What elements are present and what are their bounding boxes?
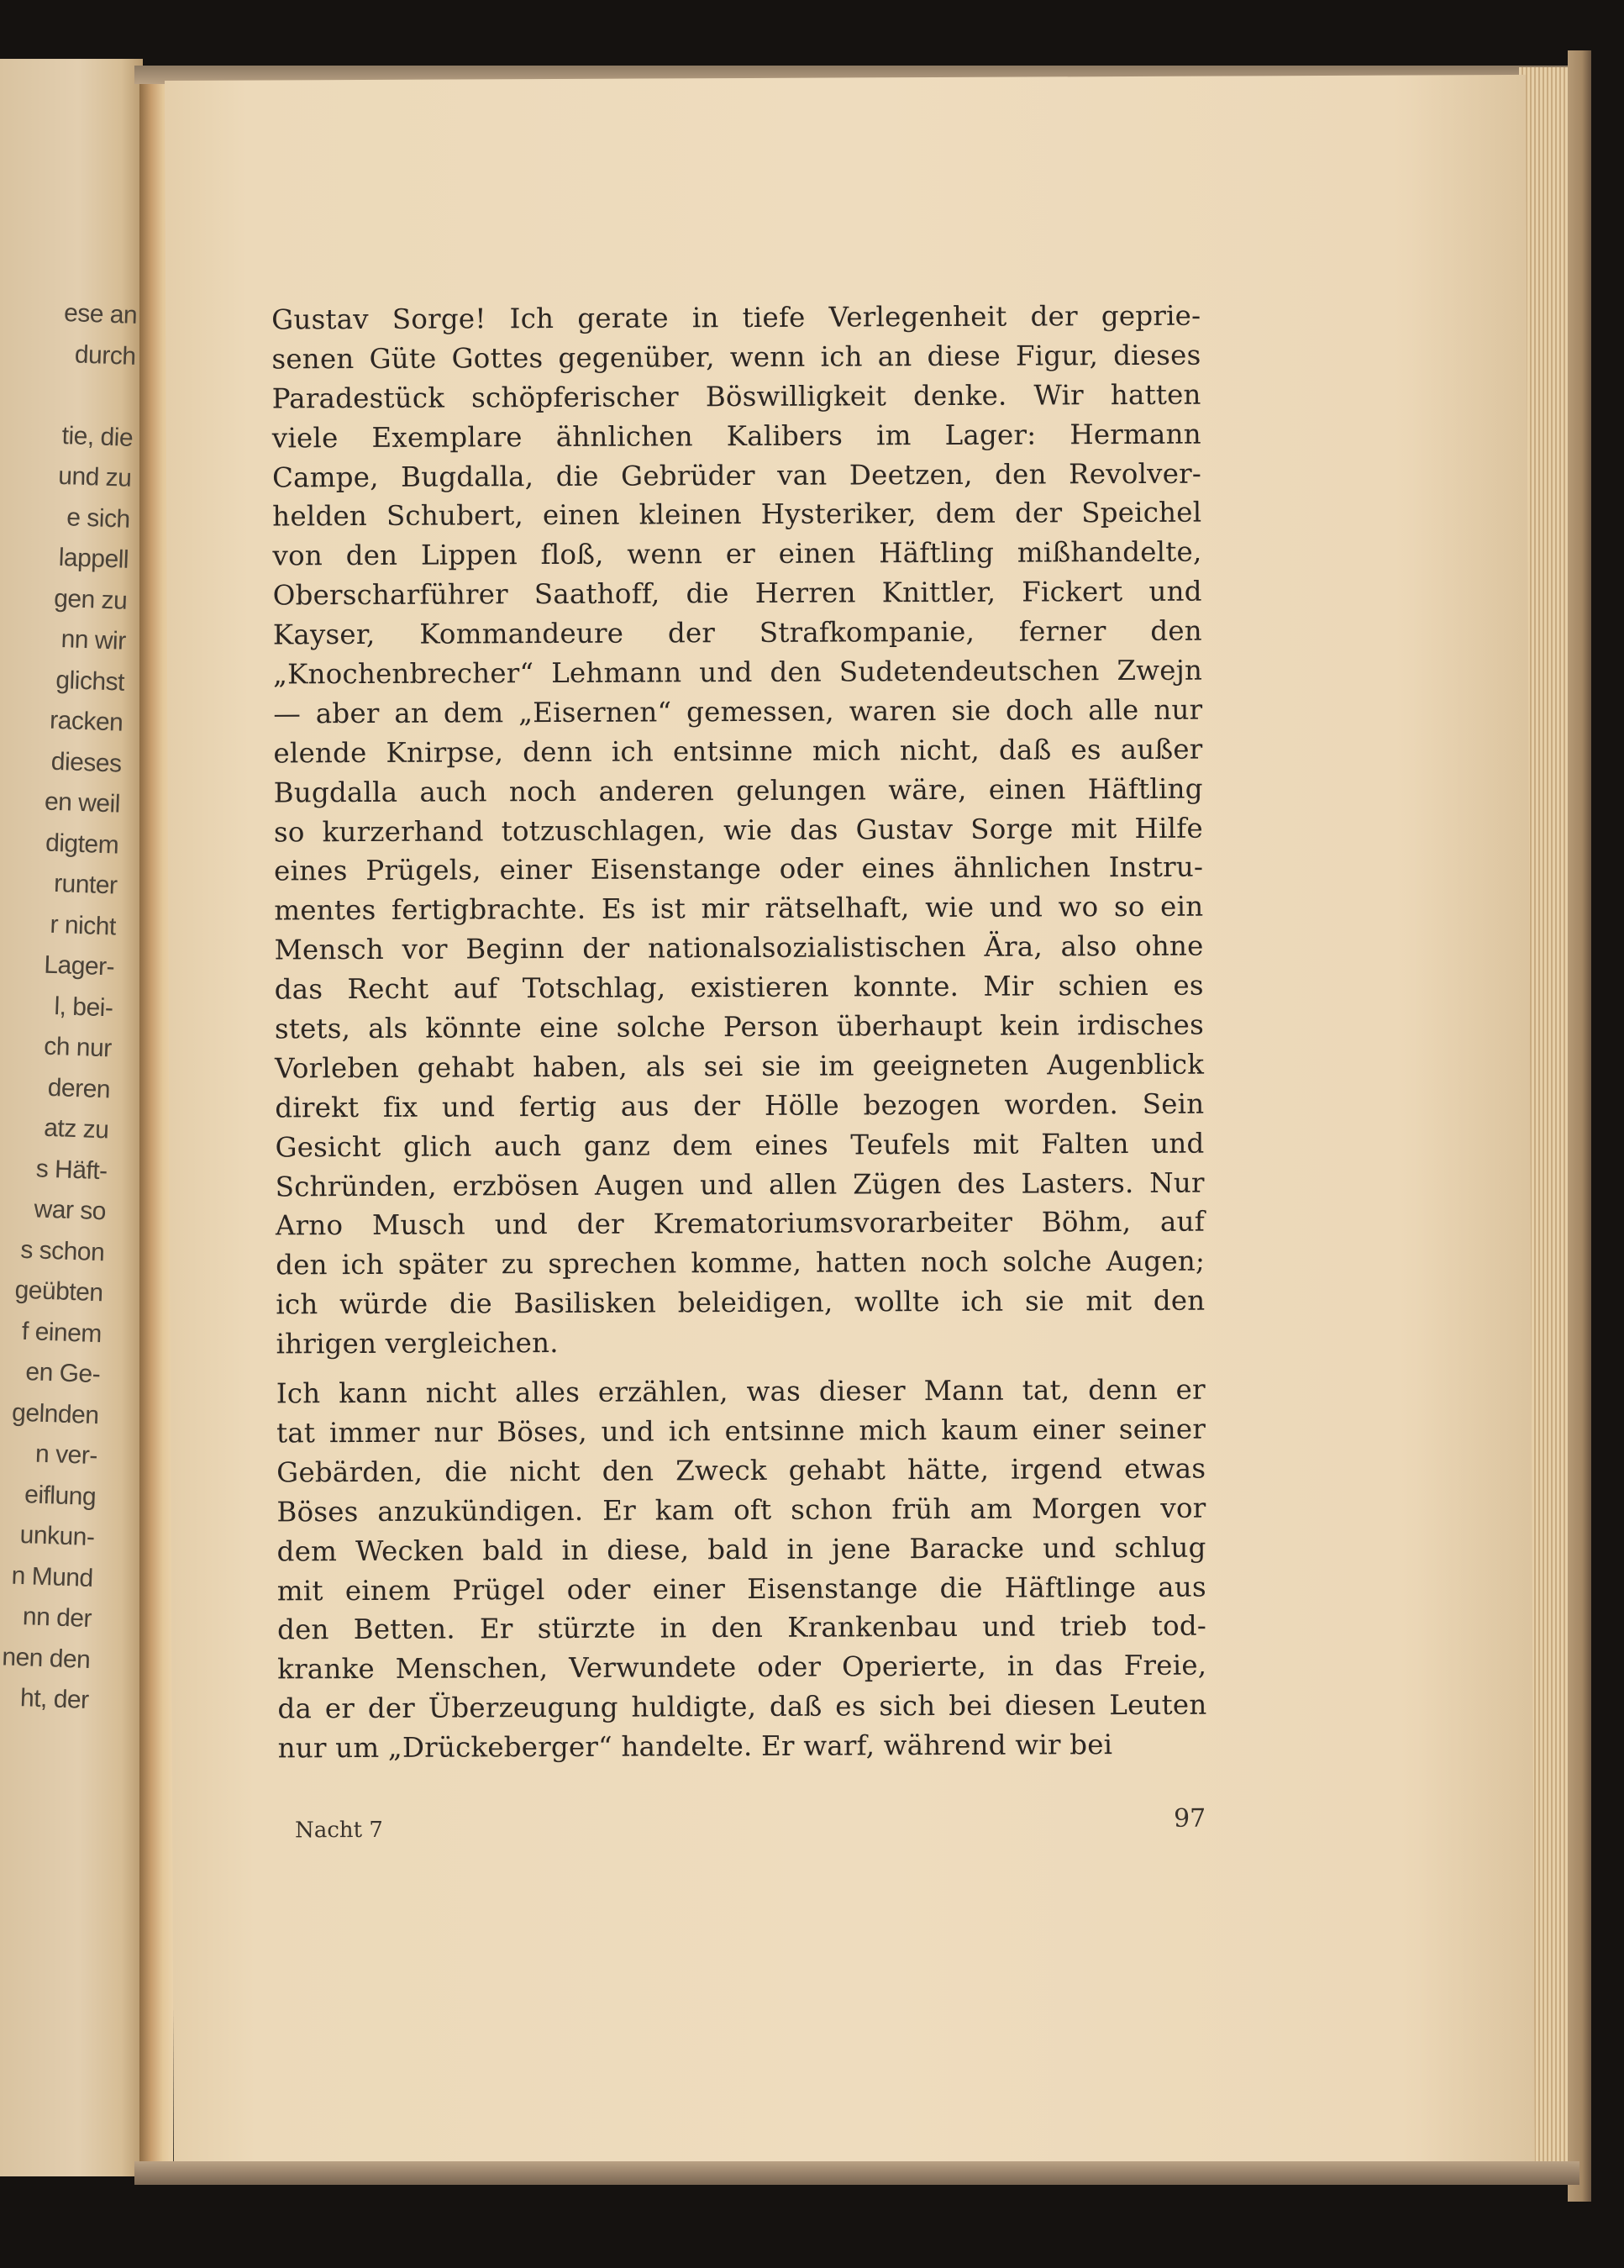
left-page-line: deren xyxy=(47,1073,111,1103)
left-page-text-fragments xyxy=(0,292,138,1722)
right-page xyxy=(165,75,1535,2168)
left-page-line: tie, die xyxy=(61,421,134,452)
left-page-line: gen zu xyxy=(53,584,128,615)
left-page-line: ch nur xyxy=(43,1032,113,1063)
left-page xyxy=(0,59,143,2176)
body-text xyxy=(271,297,1207,1769)
left-page-line: gelnden xyxy=(11,1398,100,1429)
text-line: dem Wecken bald in diese, bald in jene Baracke und schlug xyxy=(276,1531,1206,1568)
text-line: Mensch vor Beginn der nationalsozialistischen Ära, also ohne xyxy=(274,929,1204,966)
left-page-line xyxy=(8,373,135,418)
left-page-line: racken xyxy=(49,706,124,737)
left-page-line: Lager- xyxy=(43,950,115,981)
left-page-line: lappell xyxy=(58,543,129,574)
text-line: Gustav Sorge! Ich gerate in tiefe Verlegenheit der geprie- xyxy=(271,299,1201,336)
text-line: Gebärden, die nicht den Zweck gehabt hätte, irgend etwas xyxy=(276,1452,1206,1489)
text-line: tat immer nur Böses, und ich entsinne mich kaum einer seiner xyxy=(276,1413,1206,1450)
signature-mark: Nacht 7 xyxy=(295,1817,383,1844)
text-line: direkt fix und fertig aus der Hölle bezogen worden. Sein xyxy=(275,1087,1205,1124)
bottom-page-edge xyxy=(134,2161,1579,2185)
paragraph xyxy=(276,1371,1207,1769)
left-page-line: n Mund xyxy=(11,1561,94,1592)
text-line: mit einem Prügel oder einer Eisenstange die Häftlinge aus xyxy=(276,1571,1206,1607)
text-line: stets, als könnte eine solche Person überhaupt kein irdisches xyxy=(274,1008,1204,1045)
text-line: das Recht auf Totschlag, existieren konnte. Mir schien es xyxy=(274,969,1204,1006)
text-line: helden Schubert, einen kleinen Hysteriker, dem der Speichel xyxy=(272,497,1202,533)
text-line: Böses anzukündigen. Er kam oft schon früh am Morgen vor xyxy=(276,1492,1206,1529)
text-line: viele Exemplare ähnlichen Kalibers im Lager: Hermann xyxy=(271,418,1201,455)
left-page-line: s Häft- xyxy=(35,1154,108,1185)
text-line: eines Prügels, einer Eisenstange oder eines ähnlichen Instru- xyxy=(274,851,1204,887)
text-line: Kayser, Kommandeure der Strafkompanie, ferner den xyxy=(272,614,1202,651)
left-page-line: runter xyxy=(53,869,118,900)
text-line: Schründen, erzbösen Augen und allen Zügen des Lasters. Nur xyxy=(275,1166,1205,1203)
left-page-line: eiflung xyxy=(24,1480,97,1511)
left-page-line: r nicht xyxy=(50,910,117,941)
text-line: mentes fertigbrachte. Es ist mir rätselhaft, wie und wo so ein xyxy=(274,890,1204,927)
text-line: — aber an dem „Eisernen“ gemessen, waren sie doch alle nur xyxy=(273,693,1203,730)
left-page-line: war so xyxy=(34,1195,107,1226)
text-line: Oberscharführer Saathoff, die Herren Knittler, Fickert und xyxy=(272,575,1202,612)
text-line: „Knochenbrecher“ Lehmann und den Sudetendeutschen Zwejn xyxy=(273,654,1203,691)
text-line: Vorleben gehabt haben, als sei sie im geeigneten Augenblick xyxy=(275,1048,1205,1085)
text-line: den ich später zu sprechen komme, hatten noch solche Augen; xyxy=(276,1245,1206,1281)
text-line: Campe, Bugdalla, die Gebrüder van Deetzen, den Revolver- xyxy=(271,457,1202,494)
text-line: Gesicht glich auch ganz dem eines Teufels mit Falten und xyxy=(275,1127,1205,1164)
left-page-line: n ver- xyxy=(34,1439,98,1471)
text-line: Paradestück schöpferischer Böswilligkeit denke. Wir hatten xyxy=(271,378,1201,415)
left-page-line: dieses xyxy=(50,747,123,778)
left-page-line: digtem xyxy=(45,829,119,860)
left-page-line: unkun- xyxy=(19,1521,95,1552)
text-line: von den Lippen floß, wenn er einen Häftling mißhandelte, xyxy=(272,535,1202,572)
text-line: Ich kann nicht alles erzählen, was dieser Mann tat, denn er xyxy=(276,1373,1206,1410)
left-page-line: l, bei- xyxy=(54,992,113,1022)
left-page-line: nen den xyxy=(1,1642,91,1674)
text-line: senen Güte Gottes gegenüber, wenn ich an diese Figur, dieses xyxy=(271,339,1201,376)
left-page-line: ese an xyxy=(63,298,138,329)
paragraph xyxy=(271,297,1206,1365)
text-line: so kurzerhand totzuschlagen, wie das Gustav Sorge mit Hilfe xyxy=(273,812,1203,849)
left-page-line: ht, der xyxy=(19,1684,90,1714)
text-line: kranke Menschen, Verwundete oder Operierte, in das Freie, xyxy=(277,1649,1207,1686)
left-page-line: atz zu xyxy=(43,1113,109,1145)
page-shading xyxy=(1408,75,1535,2163)
left-page-line: geübten xyxy=(14,1276,104,1308)
left-page-line: glichst xyxy=(55,666,125,697)
page-number: 97 xyxy=(1173,1803,1206,1834)
left-page-line: durch xyxy=(74,339,137,371)
left-page-line: nn wir xyxy=(60,625,127,655)
left-page-line: f einem xyxy=(21,1317,102,1348)
text-line: ihrigen vergleichen. xyxy=(276,1327,559,1360)
text-line: den Betten. Er stürzte in den Krankenbau und trieb tod- xyxy=(276,1609,1207,1646)
text-line: Arno Musch und der Krematoriumsvorarbeiter Böhm, auf xyxy=(275,1206,1206,1242)
left-page-line: und zu xyxy=(57,461,132,492)
left-page-line: en weil xyxy=(44,787,121,818)
text-line: elende Knirpse, denn ich entsinne mich nicht, daß es außer xyxy=(273,733,1203,770)
text-line: Bugdalla auch noch anderen gelungen wäre, einen Häftling xyxy=(273,772,1203,809)
left-page-line: nn der xyxy=(22,1602,92,1634)
text-line: nur um „Drückeberger“ handelte. Er warf, während wir bei xyxy=(277,1729,1113,1765)
left-page-line: en Ge- xyxy=(24,1358,101,1389)
text-line: ich würde die Basilisken beleidigen, wollte ich sie mit den xyxy=(276,1284,1206,1321)
text-line: da er der Überzeugung huldigte, daß es sich bei diesen Leuten xyxy=(277,1688,1207,1725)
left-page-line: e sich xyxy=(66,503,131,534)
book-cover-edge xyxy=(1568,50,1591,2202)
left-page-line: s schon xyxy=(19,1235,105,1266)
